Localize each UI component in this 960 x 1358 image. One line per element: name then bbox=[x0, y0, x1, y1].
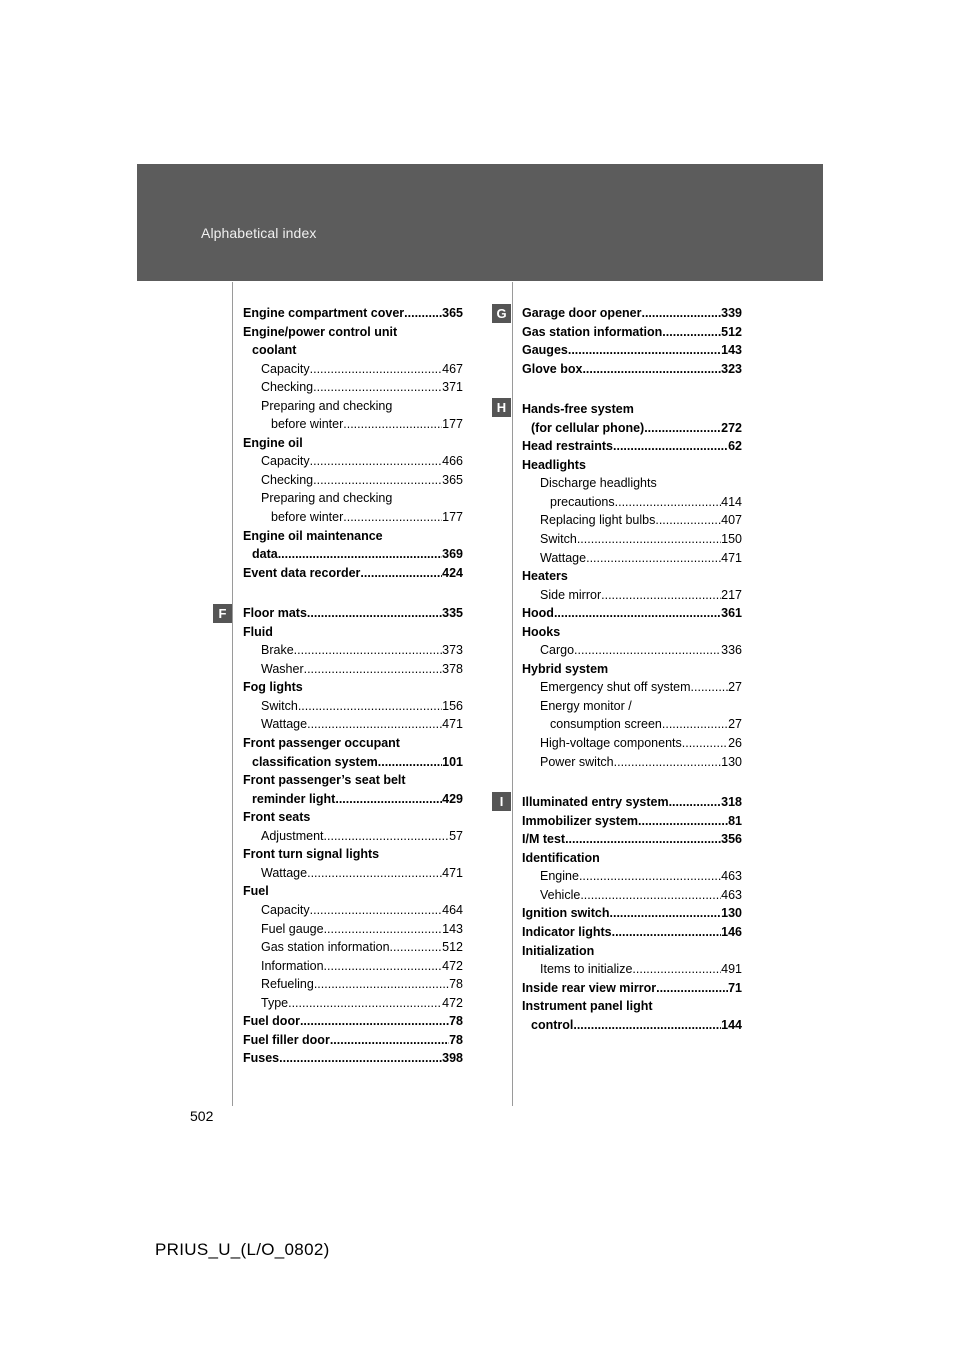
index-subentry: Capacity ..... 467 bbox=[243, 360, 463, 379]
index-heading: Front passenger occupant bbox=[243, 736, 400, 751]
section-letter-f: F bbox=[213, 604, 232, 623]
section-letter-h: H bbox=[492, 398, 511, 417]
index-subentry: Engine ..... 463 bbox=[522, 867, 742, 886]
index-entry: Fuel door ..... 78 bbox=[243, 1012, 463, 1031]
index-subentry: Checking ..... 365 bbox=[243, 471, 463, 490]
index-subentry: Gas station information ..... 512 bbox=[243, 938, 463, 957]
index-heading: Fog lights bbox=[243, 680, 303, 695]
index-entry: Immobilizer system ..... 81 bbox=[522, 812, 742, 831]
center-rule bbox=[512, 282, 513, 1106]
index-entry: Glove box ..... 323 bbox=[522, 360, 742, 379]
index-heading: Identification bbox=[522, 850, 600, 865]
index-heading: Instrument panel light bbox=[522, 999, 653, 1014]
index-subentry: Type ..... 472 bbox=[243, 994, 463, 1013]
index-subentry: Brake ..... 373 bbox=[243, 641, 463, 660]
index-subentry: Cargo ..... 336 bbox=[522, 641, 742, 660]
index-entry: Event data recorder ..... 424 bbox=[243, 564, 463, 583]
index-entry: reminder light ..... 429 bbox=[243, 790, 463, 809]
index-heading: Headlights bbox=[522, 457, 586, 472]
index-entry: Inside rear view mirror ..... 71 bbox=[522, 979, 742, 998]
page-header bbox=[137, 164, 823, 281]
section-letter-g: G bbox=[492, 304, 511, 323]
index-heading: Engine/power control unit bbox=[243, 324, 398, 339]
index-entry: Garage door opener ..... 339 bbox=[522, 304, 742, 323]
index-subentry-line: Preparing and checking bbox=[261, 491, 393, 506]
index-entry: Floor mats ..... 335 bbox=[243, 604, 463, 623]
index-subentry: Information ..... 472 bbox=[243, 957, 463, 976]
index-subentry: Adjustment ..... 57 bbox=[243, 827, 463, 846]
index-heading: Hooks bbox=[522, 624, 561, 639]
index-heading: Fluid bbox=[243, 624, 273, 639]
index-entry: Fuel filler door ..... 78 bbox=[243, 1031, 463, 1050]
index-entry: Gauges ..... 143 bbox=[522, 341, 742, 360]
index-entry: data ..... 369 bbox=[243, 545, 463, 564]
index-subentry: precautions ..... 414 bbox=[522, 493, 742, 512]
index-subentry: Refueling ..... 78 bbox=[243, 975, 463, 994]
index-subentry: before winter ..... 177 bbox=[243, 508, 463, 527]
index-subentry: High-voltage components ..... 26 bbox=[522, 734, 742, 753]
index-heading-cont: coolant bbox=[252, 343, 297, 358]
header-title: Alphabetical index bbox=[201, 225, 317, 241]
index-subentry-line: Energy monitor / bbox=[540, 698, 632, 713]
index-subentry: Switch ..... 150 bbox=[522, 530, 742, 549]
index-entry: Ignition switch ..... 130 bbox=[522, 904, 742, 923]
index-subentry: Wattage ..... 471 bbox=[243, 864, 463, 883]
index-heading: Hybrid system bbox=[522, 661, 609, 676]
index-subentry: Replacing light bulbs ..... 407 bbox=[522, 511, 742, 530]
index-subentry: Switch ..... 156 bbox=[243, 697, 463, 716]
index-heading: Front turn signal lights bbox=[243, 847, 380, 862]
document-code: PRIUS_U_(L/O_0802) bbox=[155, 1240, 330, 1259]
index-subentry: Wattage ..... 471 bbox=[243, 715, 463, 734]
index-entry: (for cellular phone) ..... 272 bbox=[522, 419, 742, 438]
index-heading: Front passenger’s seat belt bbox=[243, 773, 406, 788]
index-subentry: consumption screen ..... 27 bbox=[522, 715, 742, 734]
index-subentry: Power switch ..... 130 bbox=[522, 753, 742, 772]
index-entry: classification system ..... 101 bbox=[243, 753, 463, 772]
index-heading: Fuel bbox=[243, 884, 269, 899]
section-letter-i: I bbox=[492, 792, 511, 811]
index-subentry: before winter ..... 177 bbox=[243, 415, 463, 434]
index-heading: Engine oil bbox=[243, 435, 303, 450]
index-heading: Hands-free system bbox=[522, 402, 634, 417]
index-subentry: Washer ..... 378 bbox=[243, 660, 463, 679]
index-heading: Engine oil maintenance bbox=[243, 528, 383, 543]
index-entry: Head restraints ..... 62 bbox=[522, 437, 742, 456]
index-entry: Indicator lights ..... 146 bbox=[522, 923, 742, 942]
index-subentry: Wattage ..... 471 bbox=[522, 549, 742, 568]
index-subentry: Emergency shut off system ..... 27 bbox=[522, 678, 742, 697]
index-entry: I/M test ..... 356 bbox=[522, 830, 742, 849]
index-subentry: Capacity ..... 466 bbox=[243, 452, 463, 471]
index-subentry: Vehicle ..... 463 bbox=[522, 886, 742, 905]
index-subentry-line: Preparing and checking bbox=[261, 398, 393, 413]
index-column-left bbox=[243, 304, 463, 1068]
index-entry: control ..... 144 bbox=[522, 1016, 742, 1035]
index-subentry: Capacity ..... 464 bbox=[243, 901, 463, 920]
index-entry: Gas station information ..... 512 bbox=[522, 323, 742, 342]
page-number: 502 bbox=[190, 1108, 214, 1124]
index-subentry: Side mirror ..... 217 bbox=[522, 586, 742, 605]
index-subentry: Checking ..... 371 bbox=[243, 378, 463, 397]
index-heading: Heaters bbox=[522, 569, 568, 584]
index-entry: Illuminated entry system ..... 318 bbox=[522, 793, 742, 812]
index-heading: Initialization bbox=[522, 943, 595, 958]
index-entry: Engine compartment cover ..... 365 bbox=[243, 304, 463, 323]
index-heading: Front seats bbox=[243, 810, 311, 825]
index-subentry-line: Discharge headlights bbox=[540, 476, 657, 491]
index-subentry: Fuel gauge ..... 143 bbox=[243, 920, 463, 939]
left-margin-rule bbox=[232, 282, 233, 1106]
index-entry: Fuses ..... 398 bbox=[243, 1049, 463, 1068]
index-entry: Hood ..... 361 bbox=[522, 604, 742, 623]
index-column-right bbox=[522, 304, 742, 1034]
index-subentry: Items to initialize ..... 491 bbox=[522, 960, 742, 979]
